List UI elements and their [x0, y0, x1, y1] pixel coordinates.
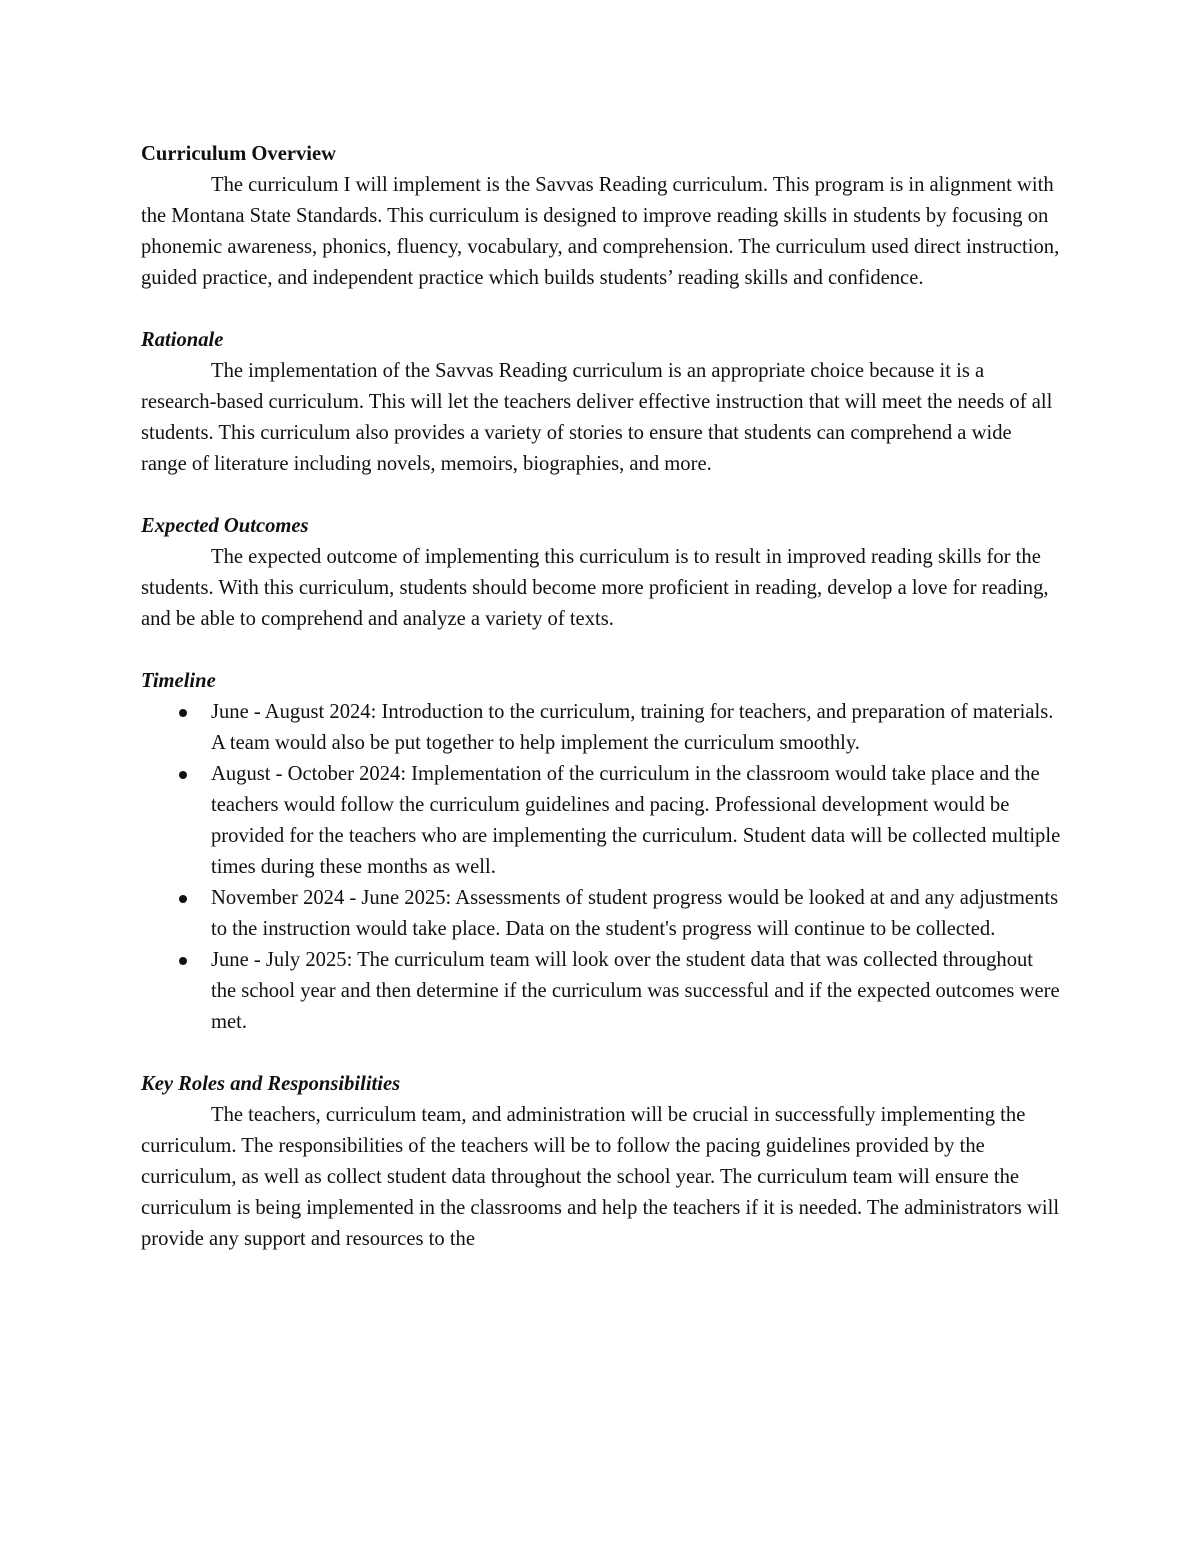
- heading-curriculum-overview: Curriculum Overview: [141, 143, 337, 165]
- section-timeline: [141, 666, 1061, 1038]
- section-key-roles: [141, 1069, 1061, 1255]
- timeline-item: [211, 697, 1061, 759]
- timeline-item-text: June - July 2025: The curriculum team will look over the student data that was collected throughout the school year and then determine if the curriculum was successful and if the expected outcomes were met.: [211, 949, 1060, 1033]
- bullet-icon: [179, 957, 187, 965]
- bullet-icon: [179, 895, 187, 903]
- heading-timeline: Timeline: [141, 670, 216, 692]
- heading-key-roles: Key Roles and Responsibilities: [141, 1073, 401, 1095]
- timeline-item-text: June - August 2024: Introduction to the curriculum, training for teachers, and preparation of materials. A team would also be put together to help implement the curriculum smoothly.: [211, 701, 1054, 754]
- paragraph-expected-outcomes: The expected outcome of implementing this curriculum is to result in improved reading skills for the students. With this curriculum, students should become more proficient in reading, develop a love for reading, and be able to comprehend and analyze a variety of texts.: [141, 546, 1049, 630]
- section-curriculum-overview: [141, 139, 1061, 294]
- bullet-icon: [179, 771, 187, 779]
- heading-rationale: Rationale: [141, 329, 224, 351]
- timeline-item: [211, 883, 1061, 945]
- bullet-icon: [179, 709, 187, 717]
- paragraph-curriculum-overview: The curriculum I will implement is the Savvas Reading curriculum. This program is in alignment with the Montana State Standards. This curriculum is designed to improve reading skills in students by focusing on phonemic awareness, phonics, fluency, vocabulary, and comprehension. The curriculum used direct instruction, guided practice, and independent practice which builds students’ reading skills and confidence.: [141, 174, 1060, 289]
- heading-expected-outcomes: Expected Outcomes: [141, 515, 309, 537]
- section-rationale: [141, 325, 1061, 480]
- timeline-item-text: August - October 2024: Implementation of the curriculum in the classroom would take place and the teachers would follow the curriculum guidelines and pacing. Professional development would be provided for the teachers who are implementing the curriculum. Student data will be collected multiple times during these months as well.: [211, 763, 1061, 878]
- timeline-list: [141, 697, 1061, 1038]
- paragraph-rationale: The implementation of the Savvas Reading curriculum is an appropriate choice because it is a research-based curriculum. This will let the teachers deliver effective instruction that will meet the needs of all students. This curriculum also provides a variety of stories to ensure that students can comprehend a wide range of literature including novels, memoirs, biographies, and more.: [141, 360, 1053, 475]
- timeline-item: [211, 759, 1061, 883]
- paragraph-key-roles: The teachers, curriculum team, and administration will be crucial in successfully implementing the curriculum. The responsibilities of the teachers will be to follow the pacing guidelines provided by the curriculum, as well as collect student data throughout the school year. The curriculum team will ensure the curriculum is being implemented in the classrooms and help the teachers if it is needed. The administrators will provide any support and resources to the: [141, 1104, 1060, 1250]
- timeline-item: [211, 945, 1061, 1038]
- section-expected-outcomes: [141, 511, 1061, 635]
- timeline-item-text: November 2024 - June 2025: Assessments of student progress would be looked at and any adjustments to the instruction would take place. Data on the student's progress will continue to be collected.: [211, 887, 1059, 940]
- document-page: [141, 139, 1061, 1255]
